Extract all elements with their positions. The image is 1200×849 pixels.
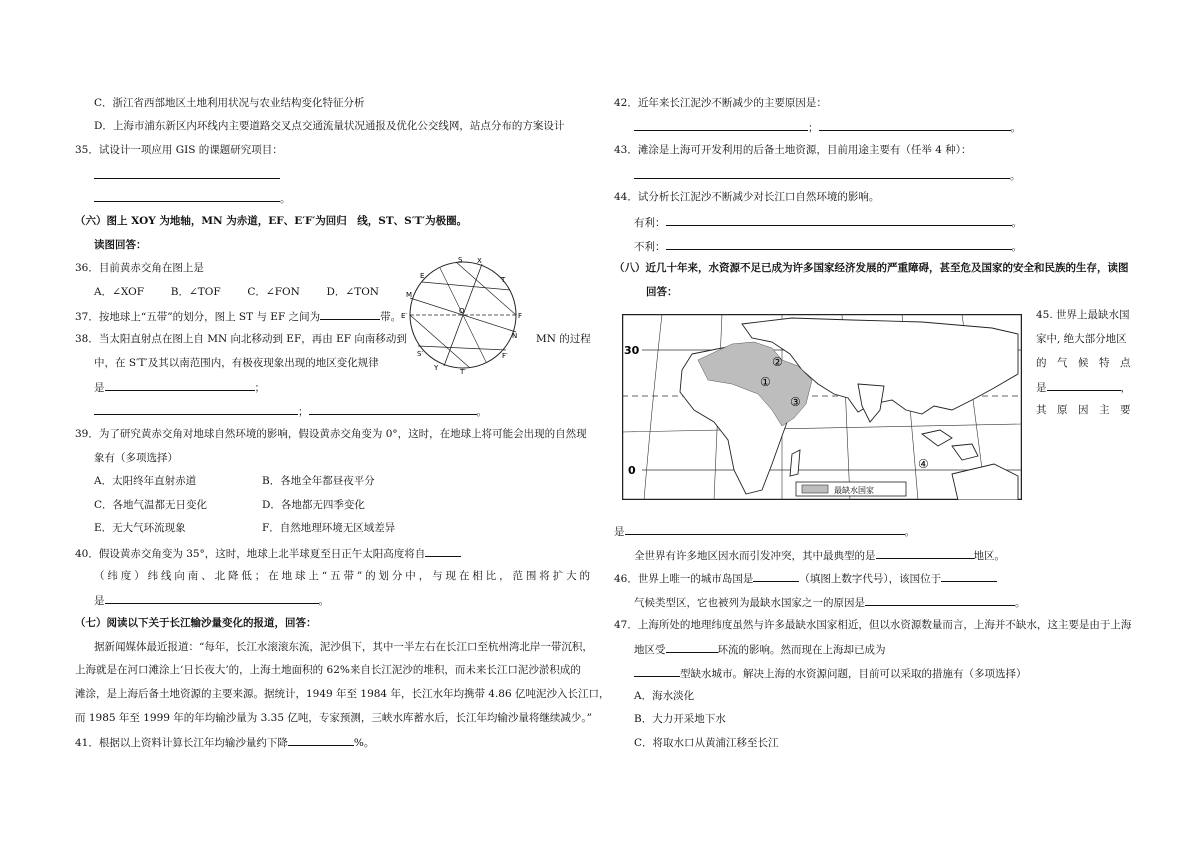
question-47-line1: 47．上海所处的地理纬度虽然与许多最缺水国家相近，但以水资源数量而言，上海并不缺水，这主要是由于上海 xyxy=(614,619,1132,631)
report-para-1: 据新闻媒体最近报道：“每年，长江水滚滚东流，泥沙俱下，其中一半左右在长江口至杭州湾北岸一带沉积， xyxy=(94,641,593,653)
question-36-options xyxy=(94,285,379,299)
blank-44a[interactable] xyxy=(666,214,1012,226)
blank-40b[interactable] xyxy=(105,592,319,604)
question-38-line1-end: MN 的过程 xyxy=(536,333,591,345)
label-x: X xyxy=(477,257,482,265)
earth-axis-diagram xyxy=(398,250,530,380)
label-t: T xyxy=(501,276,506,284)
marker-3: ③ xyxy=(790,395,801,409)
latitude-0-label: 0 xyxy=(628,464,636,477)
q39-option-c: C．各地气温都无日变化 xyxy=(94,499,208,511)
q47-option-c: C．将取水口从黄浦江移至长江 xyxy=(634,737,779,749)
answer-line-44-bad: 不利： 。 xyxy=(634,238,1022,254)
q39-option-a: A．太阳终年直射赤道 xyxy=(94,475,197,487)
marker-1: ① xyxy=(760,375,771,389)
section-7-title: （七）阅读以下关于长江输沙量变化的报道，回答： xyxy=(75,617,317,629)
q45-line2: 家中, 绝大部分地区 xyxy=(1036,333,1127,345)
question-38-line2: 中，在 S′T′及其以南范围内，有极夜现象出现的地区变化规律 xyxy=(94,357,379,369)
marker-2: ② xyxy=(772,355,783,369)
question-42: 42．近年来长江泥沙不断减少的主要原因是： xyxy=(614,97,827,109)
section-6-read: 读图回答： xyxy=(94,239,147,251)
question-35: 35．试设计一项应用 GIS 的课题研究项目： xyxy=(75,144,283,156)
label-m: M xyxy=(406,291,413,299)
question-40-line1: 40．假设黄赤交角变为 35°，这时，地球上北半球夏至日正午太阳高度将自 xyxy=(75,545,461,561)
legend-label: 最缺水国家 xyxy=(834,486,874,495)
blank-40a[interactable] xyxy=(425,545,461,557)
blank-45b[interactable] xyxy=(625,523,905,535)
q39-option-e: E．无大气环流现象 xyxy=(94,522,186,534)
question-47-line3: 型缺水城市。解决上海的水资源问题，目前可以采取的措施有（多项选择） xyxy=(634,665,1027,681)
report-para-3: 滩涂，是上海后备土地资源的主要来源。据统计，1949 年至 1984 年，长江水年均携带 4.86 亿吨泥沙入长江口， xyxy=(75,688,610,700)
option-c: C．∠FON xyxy=(247,286,300,298)
label-f-prime: F′ xyxy=(502,352,508,360)
section-8-read: 回答： xyxy=(646,286,678,298)
q45-line1: 45. 世界上最缺水国 xyxy=(1036,309,1130,321)
q39-option-d: D．各地都无四季变化 xyxy=(262,499,365,511)
blank-38c[interactable] xyxy=(309,403,477,415)
question-37: 37．按地球上“五带”的划分，图上 ST 与 EF 之间为 带。 xyxy=(75,308,401,324)
question-38-line1: 38．当太阳直射点在图上自 MN 向北移动到 EF，再由 EF 向南移动到 xyxy=(75,333,407,345)
water-scarcity-map xyxy=(622,314,1022,500)
label-t-prime: T′ xyxy=(460,368,466,376)
q39-option-b: B．各地全年都昼夜平分 xyxy=(262,475,375,487)
blank-42b[interactable] xyxy=(819,119,1011,131)
marker-4: ④ xyxy=(918,457,929,471)
question-36: 36．目前黄赤交角在图上是 xyxy=(75,262,204,274)
option-d: D．∠TON xyxy=(326,286,379,298)
blank-45a[interactable] xyxy=(1047,379,1121,391)
blank-46a[interactable] xyxy=(753,570,799,582)
q45-line5: 其 原 因 主 要 xyxy=(1036,404,1131,416)
question-40-line3: 是 。 xyxy=(94,592,329,608)
blank-47b[interactable] xyxy=(634,665,680,677)
label-n: N xyxy=(512,332,518,340)
legend-swatch xyxy=(802,485,828,493)
question-46-line1: 46．世界上唯一的城市岛国是 （填图上数字代号），该国位于 xyxy=(614,570,997,586)
blank-46b[interactable] xyxy=(941,570,997,582)
blank-43[interactable] xyxy=(634,167,1010,179)
label-s-prime: S′ xyxy=(417,350,424,358)
q47-option-a: A．海水淡化 xyxy=(634,690,695,702)
label-y: Y xyxy=(434,364,439,372)
report-para-2: 上海就是在河口滩涂上‘日长夜大’的，上海土地面积的 62%来自长江泥沙的堆积，而未来长江口泥沙淤积成的 xyxy=(75,664,581,676)
q47-option-b: B．大力开采地下水 xyxy=(634,713,726,725)
label-f: F xyxy=(518,312,523,320)
answer-line-44-good: 有利： 。 xyxy=(634,214,1022,230)
question-38-line3: 是 ； xyxy=(94,379,265,395)
blank-38b[interactable] xyxy=(94,403,298,415)
question-39-line1: 39．为了研究黄赤交角对地球自然环境的影响，假设黄赤交角变为 0°，这时，在地球上将可能会出现的自然现 xyxy=(75,428,587,440)
section-6-title: （六）图上 XOY 为地轴，MN 为赤道，EF、E′F′为回归 线，ST、S′T′为极圈。 xyxy=(75,215,468,227)
option-d-text: D．上海市浦东新区内环线内主要道路交叉点交通流量状况通报及优化公交线网，站点分布的方案设计 xyxy=(94,120,565,132)
label-o: O xyxy=(459,307,465,315)
option-c-text: C．浙江省西部地区土地利用状况与农业结构变化特征分析 xyxy=(94,97,365,109)
question-43: 43．滩涂是上海可开发利用的后备土地资源，目前用途主要有（任举 4 种）： xyxy=(614,144,972,156)
answer-line-35b[interactable]: 。 xyxy=(94,190,291,206)
blank-37[interactable] xyxy=(320,308,380,320)
blank-46c[interactable] xyxy=(865,594,1015,606)
question-38-line4: ； 。 xyxy=(94,403,487,419)
latitude-30-label: 30 xyxy=(624,344,640,357)
blank-45c[interactable] xyxy=(876,547,974,559)
blank-38a[interactable] xyxy=(105,379,255,391)
question-39-line2: 象有（多项选择） xyxy=(94,452,178,464)
option-b: B．∠TOF xyxy=(170,286,221,298)
q39-option-f: F．自然地理环境无区域差异 xyxy=(262,522,396,534)
question-44: 44．试分析长江泥沙不断减少对长江口自然环境的影响。 xyxy=(614,191,880,203)
question-41: 41．根据以上资料计算长江年均输沙量约下降 %。 xyxy=(75,734,374,750)
answer-line-43: 。 xyxy=(634,167,1021,183)
question-47-line2: 地区受 环流的影响。然而现在上海却已成为 xyxy=(634,641,886,657)
question-40-line2: （纬度）纬线向南、北降低；在地球上“五带”的划分中，与现在相比，范围将扩大的 xyxy=(94,570,590,582)
blank-47a[interactable] xyxy=(666,641,718,653)
blank-41[interactable] xyxy=(288,734,354,746)
label-e-prime: E′ xyxy=(401,312,408,320)
blank-44b[interactable] xyxy=(666,238,1012,250)
question-46-line2: 气候类型区，它也被列为最缺水国家之一的原因是 。 xyxy=(634,594,1026,610)
q45-line7: 全世界有许多地区因水而引发冲突，其中最典型的是 地区。 xyxy=(634,547,1005,563)
q45-line4: 是 ， xyxy=(1036,379,1131,395)
q45-line3: 的 气 候 特 点 xyxy=(1036,357,1131,369)
label-e: E xyxy=(420,272,425,280)
section-8-title: （八）近几十年来，水资源不足已成为许多国家经济发展的严重障碍，甚至危及国家的安全和民族的生存，读图 xyxy=(614,262,1129,274)
report-para-4: 而 1985 年至 1999 年的年均输沙量为 3.35 亿吨，专家预测，三峡水库蓄水后，长江年均输沙量将继续减少。” xyxy=(75,712,592,724)
answer-line-42: ； 。 xyxy=(634,119,1021,135)
label-s: S xyxy=(458,256,463,264)
option-a: A．∠XOF xyxy=(94,286,145,298)
blank-42a[interactable] xyxy=(634,119,808,131)
answer-line-35a[interactable] xyxy=(94,167,280,183)
q45-line6: 是 。 xyxy=(614,523,915,539)
